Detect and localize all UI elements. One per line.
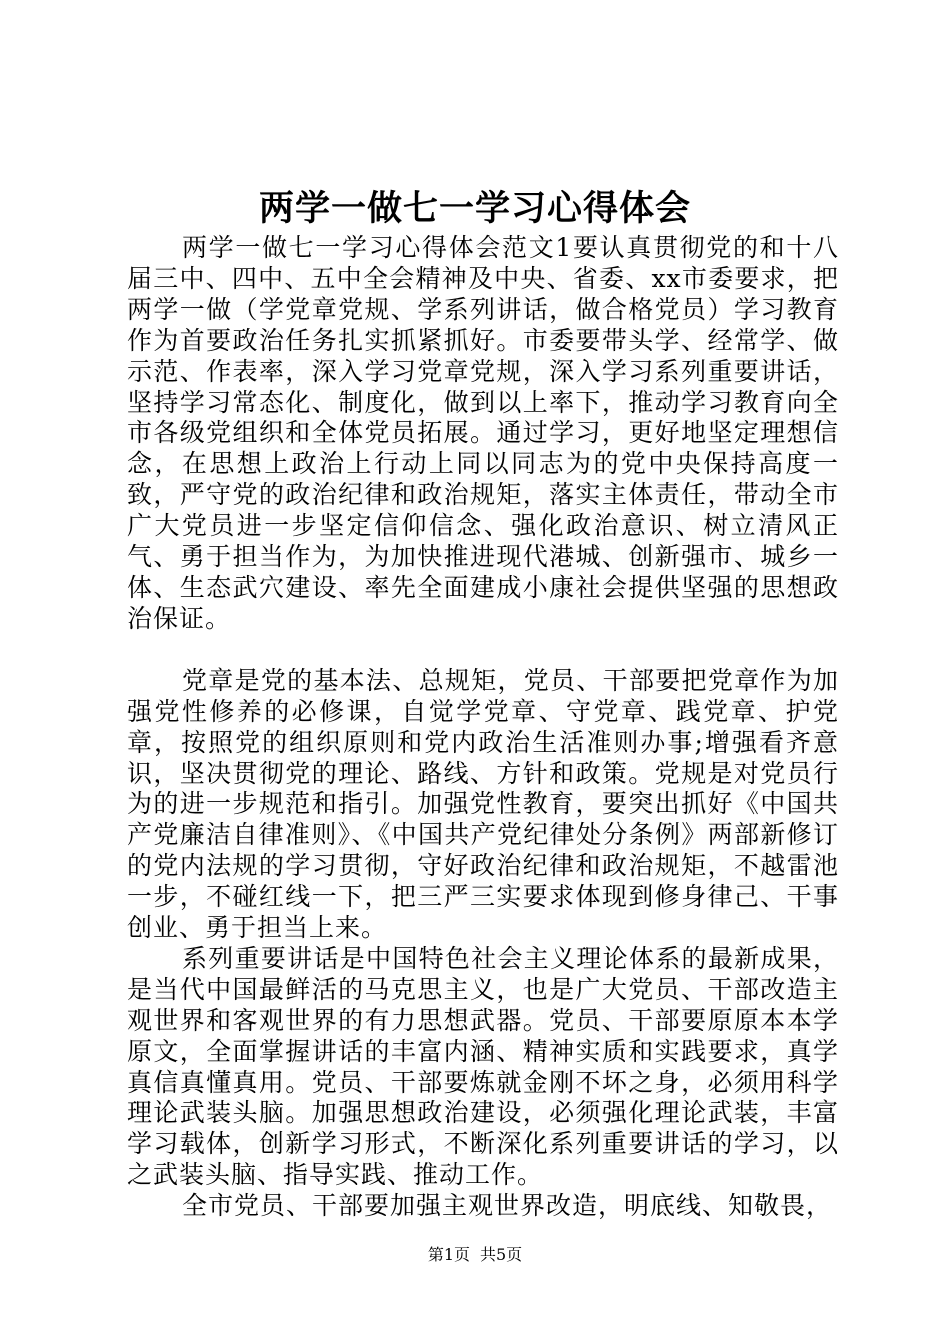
paragraph-2: 党章是党的基本法、总规矩，党员、干部要把党章作为加强党性修养的必修课，自觉学党章、守党章、践党章、护党章，按照党的组织原则和党内政治生活准则办事;增强看齐意识，坚决贯彻党的理论、路线、方针和政策。党规是对党员行为的进一步规范和指引。加强党性教育，要突出抓好《中国共产党廉洁自律准则》、《中国共产党纪律处分条例》两部新修订的党内法规的学习贯彻，守好政治纪律和政治规矩，不越雷池一步，不碰红线一下，把三严三实要求体现到修身律己、干事创业、勇于担当上来。 — [127, 665, 839, 943]
paragraph-1: 两学一做七一学习心得体会范文1要认真贯彻党的和十八届三中、四中、五中全会精神及中央、省委、xx市委要求，把两学一做（学党章党规、学系列讲话，做合格党员）学习教育作为首要政治任务扎实抓紧抓好。市委要带头学、经常学、做示范、作表率，深入学习党章党规，深入学习系列重要讲话，坚持学习常态化、制度化，做到以上率下，推动学习教育向全市各级党组织和全体党员拓展。通过学习，更好地坚定理想信念，在思想上政治上行动上同以同志为的党中央保持高度一致，严守党的政治纪律和政治规矩，落实主体责任，带动全市广大党员进一步坚定信仰信念、强化政治意识、树立清风正气、勇于担当作为，为加快推进现代港城、创新强市、城乡一体、生态武穴建设、率先全面建成小康社会提供坚强的思想政治保证。 — [127, 233, 839, 633]
page-number: 第1页 — [427, 1245, 470, 1264]
document-title: 两学一做七一学习心得体会 — [258, 188, 691, 229]
paragraph-3: 系列重要讲话是中国特色社会主义理论体系的最新成果，是当代中国最鲜活的马克思主义，也是广大党员、干部改造主观世界和客观世界的有力思想武器。党员、干部要原原本本学原文，全面掌握讲话的丰富内涵、精神实质和实践要求，真学真信真懂真用。党员、干部要炼就金刚不坏之身，必须用科学理论武装头脑。加强思想政治建设，必须强化理论武装，丰富学习载体，创新学习形式，不断深化系列重要讲话的学习，以之武装头脑、指导实践、推动工作。 — [127, 943, 839, 1190]
page-total: 共5页 — [480, 1245, 523, 1264]
document-body — [127, 233, 839, 1222]
paragraph-4: 全市党员、干部要加强主观世界改造，明底线、知敬畏， — [182, 1191, 833, 1221]
page-footer — [0, 1244, 950, 1266]
